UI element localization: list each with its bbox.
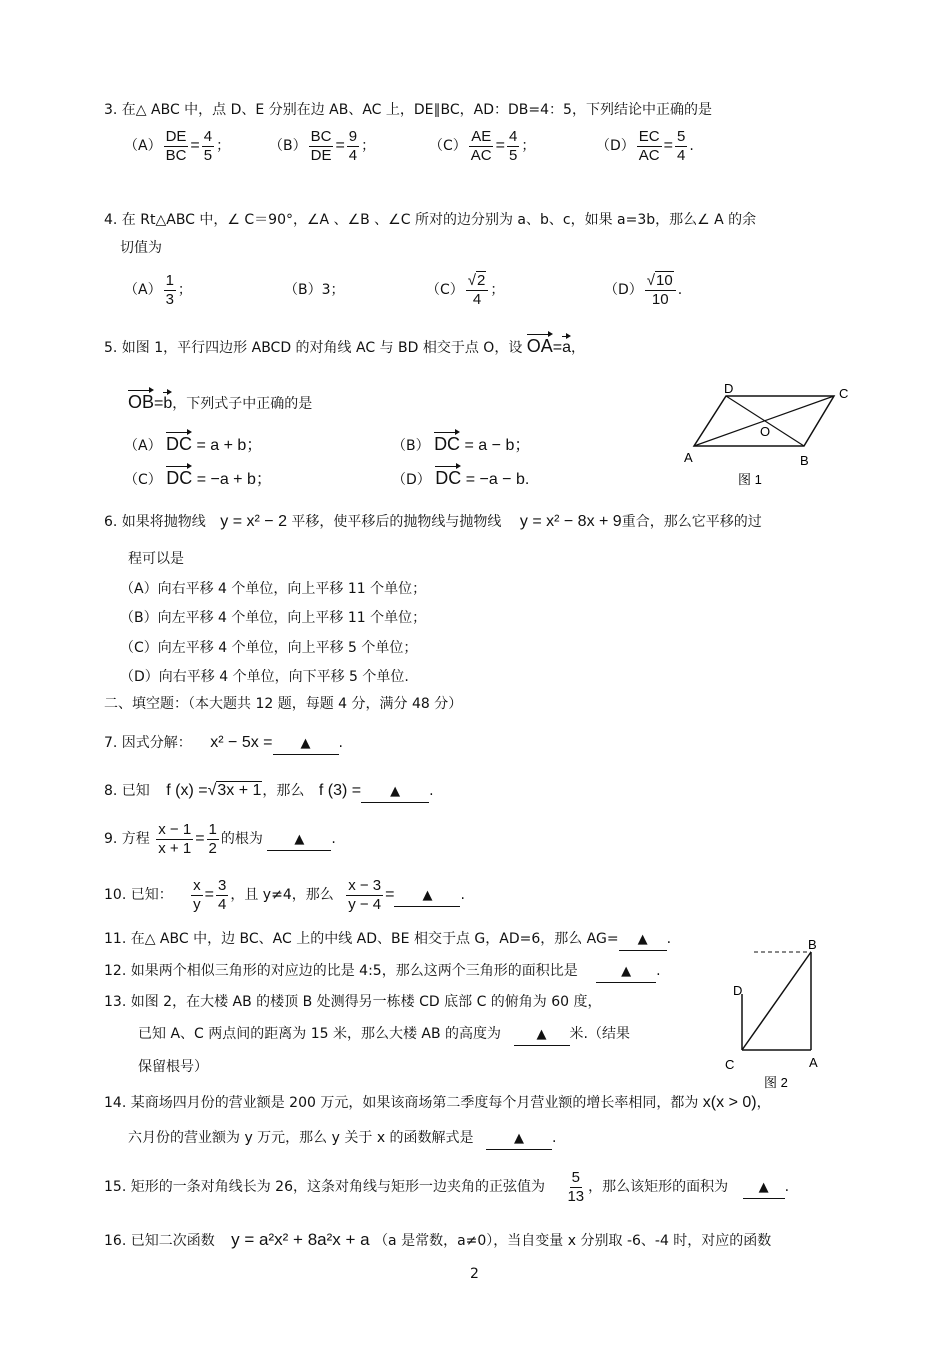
q14-line1: 14. 某商场四月份的营业额是 200 万元，如果该商场第二季度每个月营业额的增长率相同，都为 x(x > 0)， [104,1094,771,1111]
q13-line2: 已知 A、C 两点间的距离为 15 米，那么大楼 AB 的高度为 ▲ 米.（结果 [138,1024,630,1046]
q6-stem-line1: 6. 如果将抛物线 y = x² − 2 平移，使平移后的抛物线与抛物线 y = x² − 8x + 9重合，那么它平移的过 [104,513,762,530]
q5-stem-line1: 5. 如图 1，平行四边形 ABCD 的对角线 AC 与 BD 相交于点 O，设 OA=a， [104,336,586,356]
q12-answer-blank[interactable]: ▲ [596,961,656,983]
q6-stem-line2: 程可以是 [128,551,184,567]
q5-option-d: （D） DC = −a − b. [392,468,530,488]
q14-answer-blank[interactable]: ▲ [486,1128,552,1150]
q5-stem-line2: OB=b，下列式子中正确的是 [128,392,313,412]
q4-option-a: （A） $\frac{1}{3}$ ； [124,271,192,308]
q4-stem-line2: 切值为 [120,240,162,256]
q6-option-c: （C）向左平移 4 个单位，向上平移 5 个单位； [120,640,418,656]
q5-option-a: （A） DC = a + b； [124,434,263,454]
q4-stem-line1: 4. 在 Rt△ABC 中，∠ C＝90°，∠A 、∠B 、∠C 所对的边分别为 a、b、c，如果 a=3b，那么∠ A 的余 [104,212,757,228]
q8-answer-blank[interactable]: ▲ [361,781,429,803]
q7-answer-blank[interactable]: ▲ [273,733,339,755]
fig2-label-a: A [809,1055,818,1070]
fig2-label-c: C [725,1057,735,1072]
fig1-label-b: B [800,453,809,468]
q13-answer-blank[interactable]: ▲ [514,1024,570,1046]
fig1-label-c: C [839,386,849,401]
q6-option-b: （B）向左平移 4 个单位，向上平移 11 个单位； [120,610,427,626]
q4-options [124,268,744,312]
q11: 11. 在△ ABC 中，边 BC、AC 上的中线 AD、BE 相交于点 G，AD=6，那么 AG= ▲ . [104,929,671,951]
q5-option-c: （C） DC = −a + b； [124,468,272,488]
q3-stem: 3. 在△ ABC 中，点 D、E 分别在边 AB、AC 上，DE∥BC，AD：DB=4：5，下列结论中正确的是 [104,102,712,118]
q10-answer-blank[interactable]: ▲ [394,885,460,907]
q13-line1: 13. 如图 2，在大楼 AB 的楼顶 B 处测得另一栋楼 CD 底部 C 的俯角为 60 度， [104,994,602,1010]
q3-option-d: （D） $\frac{EC}{AC}$ = $\frac{5}{4}$ . [596,127,694,164]
q5-option-b: （B） DC = a − b； [392,434,531,454]
q3-option-c: （C） $\frac{AE}{AC}$ = $\frac{4}{5}$ ； [429,127,536,164]
q4-option-b: （B）3； [284,282,345,298]
q16: 16. 已知二次函数 y = a²x² + 8a²x + a （a 是常数，a≠0），当自变量 x 分别取 -6、-4 时，对应的函数 [104,1230,772,1249]
line-bc [742,952,811,1050]
q6-option-d: （D）向右平移 4 个单位，向下平移 5 个单位. [120,669,409,685]
q10: 10. 已知： $\frac{x}{y}$ = $\frac{3}{4}$ ，且 y≠4，那么 $\frac{x - 3}{y - 4}$ = ▲ . [104,876,465,913]
q4-option-c: （C） $\frac{√2}{4}$ ； [426,271,505,308]
q15-answer-blank[interactable]: ▲ [743,1177,785,1199]
figure-1-parallelogram [676,376,866,492]
fig1-caption: 图 1 [738,472,762,487]
q11-answer-blank[interactable]: ▲ [619,929,667,951]
q12: 12. 如果两个相似三角形的对应边的比是 4:5，那么这两个三角形的面积比是 ▲ . [104,961,661,983]
fig2-label-b: B [808,937,817,952]
fig1-label-a: A [684,450,693,465]
q3-option-b: （B） $\frac{BC}{DE}$ = $\frac{9}{4}$ ； [269,127,376,164]
q9: 9. 方程 $\frac{x - 1}{x + 1}$ = $\frac{1}{2}$ 的根为 ▲ . [104,820,336,857]
q15: 15. 矩形的一条对角线长为 26，这条对角线与矩形一边夹角的正弦值为 $\frac{5}{13}$ ，那么该矩形的面积为 ▲ . [104,1168,790,1205]
fig1-label-d: D [724,381,734,396]
q6-option-a: （A）向右平移 4 个单位，向上平移 11 个单位； [120,581,427,597]
q14-line2: 六月份的营业额为 y 万元，那么 y 关于 x 的函数解式是 ▲ . [128,1128,556,1150]
fig2-caption: 图 2 [764,1075,788,1090]
section-2-heading: 二、填空题：（本大题共 12 题，每题 4 分，满分 48 分） [104,696,463,712]
fig2-label-d: D [733,983,743,998]
q3-option-a: （A） $\frac{DE}{BC}$ = $\frac{4}{5}$ ； [124,127,231,164]
q9-answer-blank[interactable]: ▲ [267,829,331,851]
q8: 8. 已知 f (x) =√3x + 1，那么 f (3) = ▲ . [104,781,434,803]
fig1-label-o: O [760,424,771,439]
figure-2-buildings [716,934,828,1092]
page-number: 2 [470,1266,479,1282]
q13-line3: 保留根号） [138,1059,208,1075]
q7: 7. 因式分解： x² − 5x = ▲ . [104,733,343,755]
q4-option-d: （D） $\frac{√10}{10}$ . [604,271,683,308]
